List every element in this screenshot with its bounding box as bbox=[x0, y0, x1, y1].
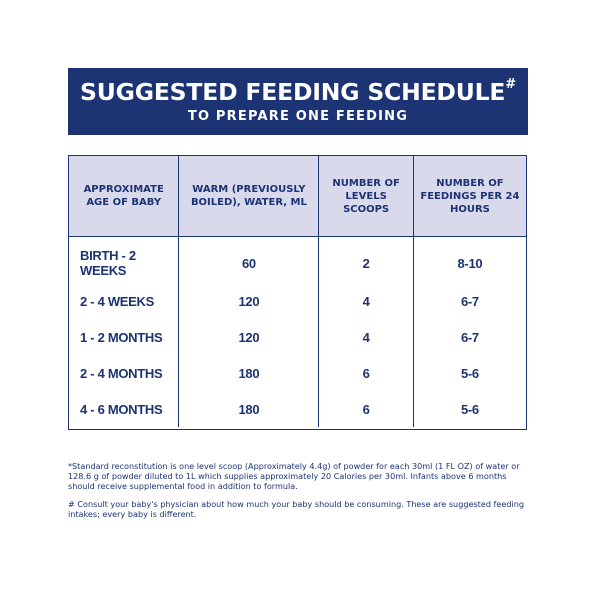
table-row bbox=[69, 319, 526, 355]
header-scoops: NUMBER OF LEVELS SCOOPS bbox=[319, 156, 413, 237]
cell-feedings: 6-7 bbox=[460, 293, 479, 309]
cell-age: 4 - 6 MONTHS bbox=[69, 391, 179, 427]
table-row bbox=[69, 355, 526, 391]
cell-feedings: 5-6 bbox=[460, 365, 479, 381]
banner-title-text: SUGGESTED FEEDING SCHEDULE bbox=[80, 78, 506, 106]
table-row bbox=[69, 283, 526, 319]
cell-scoops: 6 bbox=[319, 355, 413, 391]
cell-scoops: 4 bbox=[319, 319, 413, 355]
header-age: APPROXIMATE AGE OF BABY bbox=[69, 156, 179, 237]
cell-scoops: 4 bbox=[319, 283, 413, 319]
cell-feedings: 8-10 bbox=[457, 255, 483, 271]
banner-title-mark: # bbox=[505, 77, 516, 92]
cell-age: BIRTH - 2 WEEKS bbox=[69, 237, 179, 284]
footnote-standard: *Standard reconstitution is one level scoop (Approximately 4.4g) of powder for each 30ml (1 FL OZ) of water or 128.6 g of powder diluted to 1L which supplies approximately 20 Calories per 30ml. Infants above 6 months should receive supplemental food in addition to formula. bbox=[68, 461, 520, 491]
table-row bbox=[69, 237, 526, 284]
footnote-consult: # Consult your baby's physician about how much your baby should be consuming. These are suggested feeding intakes; every baby is different. bbox=[68, 499, 524, 519]
banner-title bbox=[68, 78, 528, 106]
cell-scoops: 2 bbox=[319, 237, 413, 284]
cell-water: 180 bbox=[179, 391, 319, 427]
cell-age: 2 - 4 WEEKS bbox=[69, 283, 179, 319]
cell-water: 120 bbox=[179, 319, 319, 355]
banner-subtitle: TO PREPARE ONE FEEDING bbox=[187, 109, 409, 124]
footnotes bbox=[68, 461, 530, 527]
table-header-row bbox=[69, 156, 526, 237]
table-row bbox=[69, 391, 526, 427]
cell-scoops: 6 bbox=[319, 391, 413, 427]
cell-water: 120 bbox=[179, 283, 319, 319]
header-water: WARM (PREVIOUSLY BOILED), WATER, ML bbox=[179, 156, 319, 237]
cell-water: 60 bbox=[179, 237, 319, 284]
cell-water: 180 bbox=[179, 355, 319, 391]
cell-age: 2 - 4 MONTHS bbox=[69, 355, 179, 391]
cell-feedings: 5-6 bbox=[460, 401, 479, 417]
cell-feedings: 6-7 bbox=[460, 329, 479, 345]
schedule-banner bbox=[68, 68, 528, 135]
cell-age: 1 - 2 MONTHS bbox=[69, 319, 179, 355]
header-feedings: NUMBER OF FEEDINGS PER 24 HOURS bbox=[413, 156, 526, 237]
feeding-table bbox=[68, 155, 527, 430]
